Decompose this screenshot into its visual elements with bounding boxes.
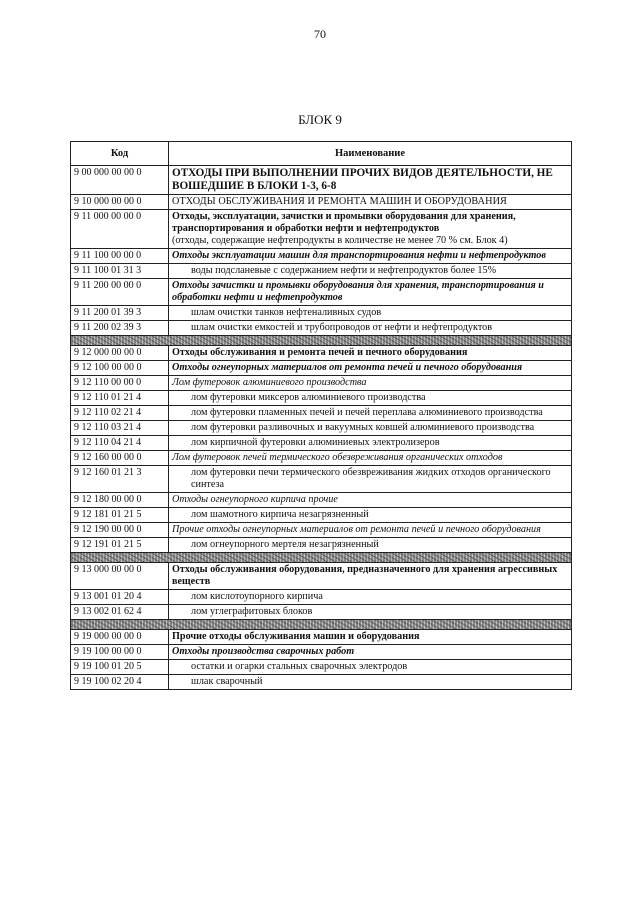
waste-code-cell: 9 12 181 01 21 5 [71, 508, 169, 523]
table-row [71, 210, 572, 249]
waste-name-cell [169, 605, 572, 620]
waste-code-cell: 9 12 160 01 21 3 [71, 466, 169, 493]
waste-name-text: лом огнеупорного мертеля незагрязненный [191, 539, 379, 550]
waste-name-cell [169, 660, 572, 675]
section-separator-row [71, 336, 572, 346]
waste-name-text: Отходы обслуживания оборудования, предназначенного для хранения агрессивных веществ [172, 564, 558, 587]
waste-name-cell [169, 630, 572, 645]
waste-name-text: лом кислотоупорного кирпича [191, 591, 323, 602]
waste-code-cell: 9 19 100 02 20 4 [71, 675, 169, 690]
waste-name-cell [169, 361, 572, 376]
waste-code-cell: 9 12 110 00 00 0 [71, 376, 169, 391]
waste-code-cell: 9 12 110 01 21 4 [71, 391, 169, 406]
waste-name-text: Лом футеровок печей термического обезвреживания органических отходов [172, 452, 503, 463]
waste-name-cell [169, 406, 572, 421]
waste-name-text: Отходы, эксплуатации, зачистки и промывки оборудования для хранения, транспортирования и обработки нефти и нефтепродуктов [172, 211, 516, 234]
waste-name-cell [169, 421, 572, 436]
waste-name-text: Прочие отходы обслуживания машин и оборудования [172, 631, 420, 642]
waste-code-cell: 9 00 000 00 00 0 [71, 166, 169, 195]
waste-code-cell: 9 19 000 00 00 0 [71, 630, 169, 645]
waste-code-cell: 9 13 001 01 20 4 [71, 590, 169, 605]
waste-name-cell [169, 306, 572, 321]
waste-code-cell: 9 11 100 00 00 0 [71, 249, 169, 264]
waste-name-cell [169, 346, 572, 361]
table-header-row [71, 142, 572, 166]
waste-code-cell: 9 12 160 00 00 0 [71, 451, 169, 466]
waste-name-text: лом шамотного кирпича незагрязненный [191, 509, 369, 520]
waste-name-text: лом футеровки печи термического обезвреживания жидких отходов органического синтеза [191, 467, 551, 490]
separator-fill [71, 553, 572, 563]
waste-code-cell: 9 12 110 02 21 4 [71, 406, 169, 421]
waste-name-text: шлам очистки танков нефтеналивных судов [191, 307, 382, 318]
waste-code-cell: 9 11 200 00 00 0 [71, 279, 169, 306]
waste-name-cell [169, 451, 572, 466]
waste-name-cell [169, 538, 572, 553]
table-row [71, 346, 572, 361]
waste-name-text: лом футеровки разливочных и вакуумных ковшей алюминиевого производства [191, 422, 535, 433]
waste-code-cell: 9 11 200 02 39 3 [71, 321, 169, 336]
waste-name-cell [169, 523, 572, 538]
table-row [71, 376, 572, 391]
waste-name-text: Прочие отходы огнеупорных материалов от ремонта печей и печного оборудования [172, 524, 541, 535]
waste-name-text: Отходы эксплуатации машин для транспортирования нефти и нефтепродуктов [172, 250, 546, 261]
waste-name-cell [169, 645, 572, 660]
waste-name-text: остатки и огарки стальных сварочных электродов [191, 661, 408, 672]
separator-fill [71, 336, 572, 346]
separator-fill [71, 620, 572, 630]
waste-name-cell [169, 195, 572, 210]
table-row [71, 538, 572, 553]
table-row [71, 508, 572, 523]
waste-name-text: лом футеровки миксеров алюминиевого производства [191, 392, 426, 403]
waste-name-cell [169, 436, 572, 451]
waste-name-text: лом углеграфитовых блоков [191, 606, 313, 617]
table-row [71, 166, 572, 195]
table-row [71, 675, 572, 690]
waste-name-text: ОТХОДЫ ОБСЛУЖИВАНИЯ И РЕМОНТА МАШИН И ОБОРУДОВАНИЯ [172, 196, 507, 207]
waste-name-cell [169, 466, 572, 493]
waste-name-text: Отходы зачистки и промывки оборудования для хранения, транспортирования и обработки нефти и нефтепродуктов [172, 280, 544, 303]
code-column-header: Код [71, 142, 169, 166]
table-row [71, 660, 572, 675]
table-row [71, 466, 572, 493]
table-row [71, 493, 572, 508]
table-row [71, 590, 572, 605]
table-row [71, 563, 572, 590]
page-number: 70 [314, 27, 326, 41]
table-row [71, 195, 572, 210]
table-row [71, 523, 572, 538]
waste-name-cell [169, 590, 572, 605]
waste-name-text: воды подсланевые с содержанием нефти и нефтепродуктов более 15% [191, 265, 497, 276]
table-row [71, 436, 572, 451]
table-row [71, 391, 572, 406]
waste-name-cell [169, 249, 572, 264]
waste-code-cell: 9 13 000 00 00 0 [71, 563, 169, 590]
waste-name-text: лом кирпичной футеровки алюминиевых электролизеров [191, 437, 440, 448]
waste-code-cell: 9 12 110 03 21 4 [71, 421, 169, 436]
waste-code-cell: 9 12 100 00 00 0 [71, 361, 169, 376]
waste-name-cell [169, 493, 572, 508]
table-row [71, 630, 572, 645]
waste-code-cell: 9 12 180 00 00 0 [71, 493, 169, 508]
table-row [71, 264, 572, 279]
waste-name-text: Отходы обслуживания и ремонта печей и печного оборудования [172, 347, 468, 358]
table-row [71, 406, 572, 421]
name-column-header: Наименование [169, 142, 572, 166]
waste-name-cell [169, 166, 572, 195]
section-separator-row [71, 553, 572, 563]
table-row [71, 249, 572, 264]
waste-name-cell [169, 376, 572, 391]
waste-code-cell: 9 11 100 01 31 3 [71, 264, 169, 279]
table-row [71, 306, 572, 321]
waste-name-cell [169, 508, 572, 523]
table-row [71, 645, 572, 660]
waste-name-text: ОТХОДЫ ПРИ ВЫПОЛНЕНИИ ПРОЧИХ ВИДОВ ДЕЯТЕЛЬНОСТИ, НЕ ВОШЕДШИЕ В БЛОКИ 1-3, 6-8 [172, 167, 553, 192]
waste-code-cell: 9 10 000 00 00 0 [71, 195, 169, 210]
table-row [71, 361, 572, 376]
waste-name-text: шлам очистки емкостей и трубопроводов от нефти и нефтепродуктов [191, 322, 493, 333]
table-row [71, 605, 572, 620]
waste-code-cell: 9 19 100 00 00 0 [71, 645, 169, 660]
waste-code-cell: 9 19 100 01 20 5 [71, 660, 169, 675]
waste-name-text: шлак сварочный [191, 676, 263, 687]
waste-name-note: (отходы, содержащие нефтепродукты в количестве не менее 70 % см. Блок 4) [172, 235, 508, 246]
waste-code-cell: 9 12 000 00 00 0 [71, 346, 169, 361]
block-title: БЛОК 9 [298, 112, 342, 127]
waste-name-text: Отходы огнеупорного кирпича прочие [172, 494, 338, 505]
table-row [71, 279, 572, 306]
waste-name-cell [169, 279, 572, 306]
waste-name-cell [169, 563, 572, 590]
waste-name-text: лом футеровки пламенных печей и печей переплава алюминиевого производства [191, 407, 543, 418]
waste-code-cell: 9 11 000 00 00 0 [71, 210, 169, 249]
table-row [71, 321, 572, 336]
waste-code-cell: 9 12 110 04 21 4 [71, 436, 169, 451]
waste-classification-table [70, 141, 572, 690]
waste-code-cell: 9 12 191 01 21 5 [71, 538, 169, 553]
table-body [71, 166, 572, 690]
waste-name-cell [169, 391, 572, 406]
waste-name-cell [169, 264, 572, 279]
waste-code-cell: 9 11 200 01 39 3 [71, 306, 169, 321]
waste-name-cell [169, 675, 572, 690]
waste-code-cell: 9 12 190 00 00 0 [71, 523, 169, 538]
table-row [71, 451, 572, 466]
waste-code-cell: 9 13 002 01 62 4 [71, 605, 169, 620]
table-row [71, 421, 572, 436]
waste-name-text: Отходы огнеупорных материалов от ремонта печей и печного оборудования [172, 362, 523, 373]
waste-name-cell [169, 210, 572, 249]
waste-name-text: Лом футеровок алюминиевого производства [172, 377, 367, 388]
waste-name-text: Отходы производства сварочных работ [172, 646, 355, 657]
waste-name-cell [169, 321, 572, 336]
section-separator-row [71, 620, 572, 630]
